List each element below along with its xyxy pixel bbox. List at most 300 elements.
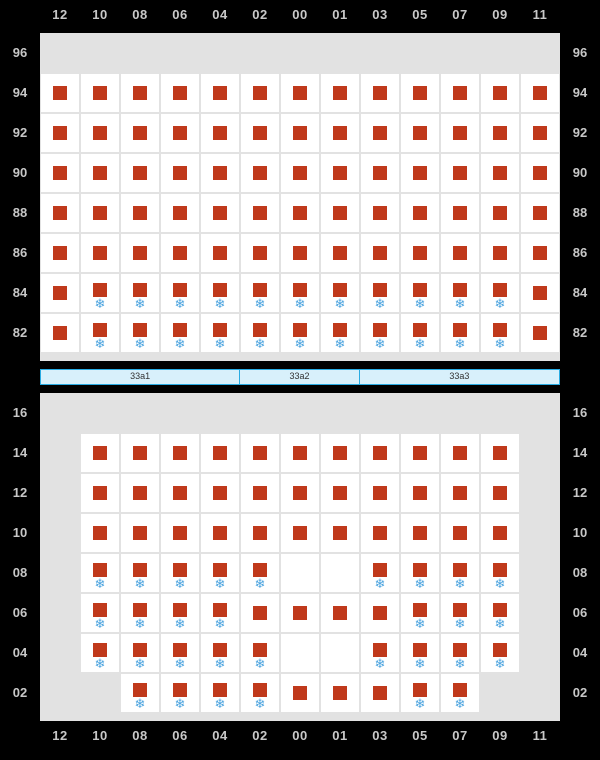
seat-marker[interactable] bbox=[213, 563, 227, 577]
grid-cell[interactable] bbox=[400, 273, 440, 313]
grid-cell[interactable] bbox=[400, 433, 440, 473]
seat-marker[interactable] bbox=[293, 86, 307, 100]
grid-cell[interactable] bbox=[240, 113, 280, 153]
grid-cell[interactable] bbox=[320, 673, 360, 713]
grid-cell[interactable] bbox=[280, 233, 320, 273]
seat-marker[interactable] bbox=[333, 323, 347, 337]
seat-marker[interactable] bbox=[173, 166, 187, 180]
seat-marker[interactable] bbox=[373, 246, 387, 260]
seat-marker[interactable] bbox=[493, 246, 507, 260]
grid-cell[interactable] bbox=[120, 673, 160, 713]
grid-cell[interactable] bbox=[440, 673, 480, 713]
grid-cell[interactable] bbox=[320, 113, 360, 153]
seat-marker[interactable] bbox=[173, 126, 187, 140]
grid-cell[interactable] bbox=[360, 233, 400, 273]
grid-cell[interactable] bbox=[320, 193, 360, 233]
seat-marker[interactable] bbox=[253, 206, 267, 220]
seat-marker[interactable] bbox=[93, 643, 107, 657]
grid-cell[interactable] bbox=[360, 593, 400, 633]
seat-marker[interactable] bbox=[213, 283, 227, 297]
seat-marker[interactable] bbox=[493, 126, 507, 140]
seat-marker[interactable] bbox=[293, 246, 307, 260]
grid-cell[interactable] bbox=[440, 113, 480, 153]
seat-marker[interactable] bbox=[253, 446, 267, 460]
grid-cell[interactable] bbox=[480, 513, 520, 553]
seat-marker[interactable] bbox=[533, 126, 547, 140]
grid-cell[interactable] bbox=[440, 633, 480, 673]
grid-cell[interactable] bbox=[160, 513, 200, 553]
seat-marker[interactable] bbox=[453, 323, 467, 337]
seat-marker[interactable] bbox=[533, 206, 547, 220]
grid-cell[interactable] bbox=[160, 473, 200, 513]
seat-marker[interactable] bbox=[453, 283, 467, 297]
seat-marker[interactable] bbox=[253, 683, 267, 697]
grid-cell[interactable] bbox=[280, 153, 320, 193]
grid-cell[interactable] bbox=[40, 73, 80, 113]
grid-cell[interactable] bbox=[520, 233, 560, 273]
seat-marker[interactable] bbox=[493, 323, 507, 337]
grid-cell[interactable] bbox=[400, 553, 440, 593]
grid-cell[interactable] bbox=[480, 113, 520, 153]
grid-cell[interactable] bbox=[480, 593, 520, 633]
grid-cell[interactable] bbox=[160, 553, 200, 593]
grid-cell[interactable] bbox=[200, 633, 240, 673]
seat-marker[interactable] bbox=[293, 486, 307, 500]
seat-marker[interactable] bbox=[533, 166, 547, 180]
grid-cell[interactable] bbox=[200, 433, 240, 473]
seat-marker[interactable] bbox=[213, 86, 227, 100]
grid-cell[interactable] bbox=[400, 73, 440, 113]
grid-cell[interactable] bbox=[400, 473, 440, 513]
seat-marker[interactable] bbox=[173, 683, 187, 697]
grid-cell[interactable] bbox=[40, 113, 80, 153]
grid-cell[interactable] bbox=[360, 633, 400, 673]
seat-marker[interactable] bbox=[453, 126, 467, 140]
grid-cell[interactable] bbox=[120, 273, 160, 313]
seat-marker[interactable] bbox=[173, 206, 187, 220]
seat-marker[interactable] bbox=[493, 283, 507, 297]
seat-marker[interactable] bbox=[533, 286, 547, 300]
grid-cell[interactable] bbox=[320, 233, 360, 273]
grid-cell[interactable] bbox=[80, 73, 120, 113]
grid-cell[interactable] bbox=[240, 273, 280, 313]
seat-marker[interactable] bbox=[93, 126, 107, 140]
seat-marker[interactable] bbox=[53, 246, 67, 260]
grid-cell[interactable] bbox=[160, 633, 200, 673]
seat-marker[interactable] bbox=[333, 206, 347, 220]
grid-cell[interactable] bbox=[80, 113, 120, 153]
seat-marker[interactable] bbox=[173, 526, 187, 540]
grid-cell[interactable] bbox=[240, 593, 280, 633]
seat-marker[interactable] bbox=[333, 486, 347, 500]
seat-marker[interactable] bbox=[213, 246, 227, 260]
seat-marker[interactable] bbox=[93, 323, 107, 337]
grid-cell[interactable] bbox=[40, 153, 80, 193]
grid-cell[interactable] bbox=[480, 313, 520, 353]
seat-marker[interactable] bbox=[133, 283, 147, 297]
seat-marker[interactable] bbox=[373, 446, 387, 460]
grid-cell[interactable] bbox=[400, 233, 440, 273]
seat-marker[interactable] bbox=[333, 166, 347, 180]
grid-cell[interactable] bbox=[400, 593, 440, 633]
seat-marker[interactable] bbox=[373, 606, 387, 620]
seat-marker[interactable] bbox=[413, 126, 427, 140]
grid-cell[interactable] bbox=[360, 273, 400, 313]
seat-marker[interactable] bbox=[493, 486, 507, 500]
seat-marker[interactable] bbox=[373, 323, 387, 337]
seat-marker[interactable] bbox=[253, 166, 267, 180]
grid-cell[interactable] bbox=[480, 233, 520, 273]
grid-cell[interactable] bbox=[480, 273, 520, 313]
lower-seat-grid[interactable] bbox=[40, 393, 560, 721]
grid-cell[interactable] bbox=[280, 633, 320, 673]
grid-cell[interactable] bbox=[240, 633, 280, 673]
grid-cell[interactable] bbox=[520, 193, 560, 233]
grid-cell[interactable] bbox=[160, 433, 200, 473]
seat-marker[interactable] bbox=[293, 323, 307, 337]
grid-cell[interactable] bbox=[200, 153, 240, 193]
grid-cell[interactable] bbox=[240, 553, 280, 593]
zone-segment-33a2[interactable]: 33a2 bbox=[240, 370, 360, 384]
grid-cell[interactable] bbox=[440, 553, 480, 593]
grid-cell[interactable] bbox=[280, 673, 320, 713]
grid-cell[interactable] bbox=[200, 513, 240, 553]
seat-marker[interactable] bbox=[213, 526, 227, 540]
seat-marker[interactable] bbox=[93, 486, 107, 500]
seat-marker[interactable] bbox=[453, 446, 467, 460]
seat-marker[interactable] bbox=[453, 206, 467, 220]
seat-marker[interactable] bbox=[493, 166, 507, 180]
seat-marker[interactable] bbox=[53, 166, 67, 180]
grid-cell[interactable] bbox=[520, 73, 560, 113]
seat-marker[interactable] bbox=[213, 603, 227, 617]
seat-marker[interactable] bbox=[93, 283, 107, 297]
seat-marker[interactable] bbox=[413, 246, 427, 260]
seat-marker[interactable] bbox=[173, 643, 187, 657]
seat-marker[interactable] bbox=[413, 563, 427, 577]
grid-cell[interactable] bbox=[520, 313, 560, 353]
grid-cell[interactable] bbox=[120, 553, 160, 593]
grid-cell[interactable] bbox=[200, 473, 240, 513]
seat-marker[interactable] bbox=[413, 643, 427, 657]
grid-cell[interactable] bbox=[40, 313, 80, 353]
seat-marker[interactable] bbox=[413, 166, 427, 180]
grid-cell[interactable] bbox=[400, 113, 440, 153]
grid-cell[interactable] bbox=[200, 113, 240, 153]
grid-cell[interactable] bbox=[240, 73, 280, 113]
grid-cell[interactable] bbox=[80, 233, 120, 273]
seat-marker[interactable] bbox=[453, 486, 467, 500]
seat-marker[interactable] bbox=[293, 206, 307, 220]
grid-cell[interactable] bbox=[80, 193, 120, 233]
grid-cell[interactable] bbox=[40, 233, 80, 273]
grid-cell[interactable] bbox=[80, 433, 120, 473]
seat-marker[interactable] bbox=[493, 563, 507, 577]
seat-marker[interactable] bbox=[213, 206, 227, 220]
seat-marker[interactable] bbox=[253, 283, 267, 297]
grid-cell[interactable] bbox=[480, 633, 520, 673]
seat-marker[interactable] bbox=[93, 166, 107, 180]
grid-cell[interactable] bbox=[280, 473, 320, 513]
grid-cell[interactable] bbox=[320, 273, 360, 313]
seat-marker[interactable] bbox=[493, 86, 507, 100]
grid-cell[interactable] bbox=[360, 673, 400, 713]
seat-marker[interactable] bbox=[173, 446, 187, 460]
grid-cell[interactable] bbox=[520, 273, 560, 313]
seat-marker[interactable] bbox=[453, 683, 467, 697]
seat-marker[interactable] bbox=[533, 86, 547, 100]
grid-cell[interactable] bbox=[280, 113, 320, 153]
grid-cell[interactable] bbox=[320, 593, 360, 633]
seat-marker[interactable] bbox=[333, 126, 347, 140]
grid-cell[interactable] bbox=[240, 513, 280, 553]
seat-marker[interactable] bbox=[453, 166, 467, 180]
grid-cell[interactable] bbox=[120, 593, 160, 633]
grid-cell[interactable] bbox=[320, 153, 360, 193]
seat-marker[interactable] bbox=[93, 86, 107, 100]
grid-cell[interactable] bbox=[480, 73, 520, 113]
seat-marker[interactable] bbox=[133, 323, 147, 337]
seat-marker[interactable] bbox=[253, 643, 267, 657]
seat-marker[interactable] bbox=[413, 486, 427, 500]
grid-cell[interactable] bbox=[360, 553, 400, 593]
grid-cell[interactable] bbox=[320, 433, 360, 473]
grid-cell[interactable] bbox=[160, 273, 200, 313]
seat-marker[interactable] bbox=[213, 683, 227, 697]
seat-marker[interactable] bbox=[493, 206, 507, 220]
seat-marker[interactable] bbox=[93, 446, 107, 460]
grid-cell[interactable] bbox=[480, 193, 520, 233]
seat-marker[interactable] bbox=[253, 323, 267, 337]
seat-marker[interactable] bbox=[53, 206, 67, 220]
grid-cell[interactable] bbox=[360, 193, 400, 233]
seat-marker[interactable] bbox=[373, 643, 387, 657]
seat-marker[interactable] bbox=[253, 86, 267, 100]
grid-cell[interactable] bbox=[120, 473, 160, 513]
seat-marker[interactable] bbox=[173, 563, 187, 577]
grid-cell[interactable] bbox=[440, 73, 480, 113]
seat-marker[interactable] bbox=[133, 246, 147, 260]
grid-cell[interactable] bbox=[360, 513, 400, 553]
seat-marker[interactable] bbox=[373, 486, 387, 500]
grid-cell[interactable] bbox=[280, 313, 320, 353]
grid-cell[interactable] bbox=[160, 73, 200, 113]
grid-cell[interactable] bbox=[440, 193, 480, 233]
grid-cell[interactable] bbox=[440, 513, 480, 553]
grid-cell[interactable] bbox=[400, 153, 440, 193]
seat-marker[interactable] bbox=[333, 446, 347, 460]
grid-cell[interactable] bbox=[120, 193, 160, 233]
seat-marker[interactable] bbox=[173, 603, 187, 617]
seat-marker[interactable] bbox=[413, 526, 427, 540]
grid-cell[interactable] bbox=[120, 73, 160, 113]
seat-marker[interactable] bbox=[493, 526, 507, 540]
grid-cell[interactable] bbox=[120, 233, 160, 273]
grid-cell[interactable] bbox=[360, 473, 400, 513]
seat-marker[interactable] bbox=[293, 166, 307, 180]
seat-marker[interactable] bbox=[173, 283, 187, 297]
seat-marker[interactable] bbox=[333, 283, 347, 297]
seat-marker[interactable] bbox=[93, 526, 107, 540]
grid-cell[interactable] bbox=[120, 433, 160, 473]
seat-marker[interactable] bbox=[173, 86, 187, 100]
grid-cell[interactable] bbox=[240, 153, 280, 193]
grid-cell[interactable] bbox=[200, 553, 240, 593]
seat-marker[interactable] bbox=[53, 286, 67, 300]
grid-cell[interactable] bbox=[240, 433, 280, 473]
seat-marker[interactable] bbox=[293, 606, 307, 620]
grid-cell[interactable] bbox=[120, 313, 160, 353]
seat-marker[interactable] bbox=[213, 446, 227, 460]
seat-marker[interactable] bbox=[373, 526, 387, 540]
grid-cell[interactable] bbox=[320, 633, 360, 673]
seat-marker[interactable] bbox=[133, 166, 147, 180]
grid-cell[interactable] bbox=[160, 233, 200, 273]
grid-cell[interactable] bbox=[160, 313, 200, 353]
grid-cell[interactable] bbox=[360, 433, 400, 473]
seat-marker[interactable] bbox=[333, 246, 347, 260]
grid-cell[interactable] bbox=[280, 553, 320, 593]
grid-cell[interactable] bbox=[440, 233, 480, 273]
grid-cell[interactable] bbox=[200, 313, 240, 353]
grid-cell[interactable] bbox=[480, 153, 520, 193]
seat-marker[interactable] bbox=[133, 563, 147, 577]
grid-cell[interactable] bbox=[520, 113, 560, 153]
grid-cell[interactable] bbox=[520, 153, 560, 193]
grid-cell[interactable] bbox=[280, 593, 320, 633]
seat-marker[interactable] bbox=[413, 283, 427, 297]
seat-marker[interactable] bbox=[413, 683, 427, 697]
seat-marker[interactable] bbox=[373, 563, 387, 577]
grid-cell[interactable] bbox=[400, 193, 440, 233]
seat-marker[interactable] bbox=[53, 126, 67, 140]
seat-marker[interactable] bbox=[213, 166, 227, 180]
seat-marker[interactable] bbox=[213, 126, 227, 140]
seat-marker[interactable] bbox=[93, 246, 107, 260]
grid-cell[interactable] bbox=[280, 273, 320, 313]
grid-cell[interactable] bbox=[440, 593, 480, 633]
seat-marker[interactable] bbox=[53, 326, 67, 340]
seat-marker[interactable] bbox=[493, 603, 507, 617]
grid-cell[interactable] bbox=[120, 633, 160, 673]
grid-cell[interactable] bbox=[360, 313, 400, 353]
seat-marker[interactable] bbox=[413, 206, 427, 220]
grid-cell[interactable] bbox=[200, 193, 240, 233]
seat-marker[interactable] bbox=[213, 643, 227, 657]
seat-marker[interactable] bbox=[133, 86, 147, 100]
grid-cell[interactable] bbox=[360, 73, 400, 113]
grid-cell[interactable] bbox=[80, 633, 120, 673]
grid-cell[interactable] bbox=[440, 473, 480, 513]
seat-marker[interactable] bbox=[253, 606, 267, 620]
seat-marker[interactable] bbox=[453, 603, 467, 617]
seat-marker[interactable] bbox=[293, 526, 307, 540]
grid-cell[interactable] bbox=[480, 553, 520, 593]
seat-marker[interactable] bbox=[173, 323, 187, 337]
grid-cell[interactable] bbox=[200, 73, 240, 113]
grid-cell[interactable] bbox=[240, 193, 280, 233]
seat-marker[interactable] bbox=[173, 246, 187, 260]
grid-cell[interactable] bbox=[80, 313, 120, 353]
grid-cell[interactable] bbox=[120, 153, 160, 193]
seat-marker[interactable] bbox=[53, 86, 67, 100]
seat-marker[interactable] bbox=[93, 603, 107, 617]
grid-cell[interactable] bbox=[280, 513, 320, 553]
grid-cell[interactable] bbox=[80, 153, 120, 193]
grid-cell[interactable] bbox=[440, 153, 480, 193]
grid-cell[interactable] bbox=[160, 153, 200, 193]
grid-cell[interactable] bbox=[320, 313, 360, 353]
seat-marker[interactable] bbox=[333, 526, 347, 540]
grid-cell[interactable] bbox=[360, 113, 400, 153]
seat-marker[interactable] bbox=[133, 603, 147, 617]
grid-cell[interactable] bbox=[40, 273, 80, 313]
grid-cell[interactable] bbox=[200, 273, 240, 313]
grid-cell[interactable] bbox=[80, 513, 120, 553]
seat-marker[interactable] bbox=[533, 326, 547, 340]
grid-cell[interactable] bbox=[480, 433, 520, 473]
seat-marker[interactable] bbox=[333, 686, 347, 700]
seat-marker[interactable] bbox=[373, 86, 387, 100]
grid-cell[interactable] bbox=[80, 273, 120, 313]
zone-bar[interactable] bbox=[40, 369, 560, 385]
seat-marker[interactable] bbox=[133, 526, 147, 540]
seat-marker[interactable] bbox=[213, 486, 227, 500]
grid-cell[interactable] bbox=[200, 593, 240, 633]
seat-marker[interactable] bbox=[493, 643, 507, 657]
grid-cell[interactable] bbox=[80, 553, 120, 593]
seat-marker[interactable] bbox=[93, 563, 107, 577]
grid-cell[interactable] bbox=[320, 513, 360, 553]
seat-marker[interactable] bbox=[533, 246, 547, 260]
seat-marker[interactable] bbox=[213, 323, 227, 337]
grid-cell[interactable] bbox=[440, 273, 480, 313]
seat-marker[interactable] bbox=[413, 86, 427, 100]
grid-cell[interactable] bbox=[280, 433, 320, 473]
grid-cell[interactable] bbox=[240, 473, 280, 513]
grid-cell[interactable] bbox=[40, 193, 80, 233]
zone-segment-33a3[interactable]: 33a3 bbox=[360, 370, 559, 384]
zone-segment-33a1[interactable]: 33a1 bbox=[41, 370, 240, 384]
grid-cell[interactable] bbox=[480, 473, 520, 513]
seat-marker[interactable] bbox=[373, 166, 387, 180]
seat-marker[interactable] bbox=[93, 206, 107, 220]
grid-cell[interactable] bbox=[160, 193, 200, 233]
grid-cell[interactable] bbox=[320, 73, 360, 113]
seat-marker[interactable] bbox=[293, 686, 307, 700]
seat-marker[interactable] bbox=[413, 323, 427, 337]
seat-marker[interactable] bbox=[133, 486, 147, 500]
seat-marker[interactable] bbox=[373, 283, 387, 297]
seat-marker[interactable] bbox=[133, 446, 147, 460]
seat-marker[interactable] bbox=[293, 283, 307, 297]
grid-cell[interactable] bbox=[240, 673, 280, 713]
grid-cell[interactable] bbox=[360, 153, 400, 193]
grid-cell[interactable] bbox=[200, 673, 240, 713]
grid-cell[interactable] bbox=[280, 73, 320, 113]
seat-marker[interactable] bbox=[333, 606, 347, 620]
grid-cell[interactable] bbox=[240, 313, 280, 353]
seat-marker[interactable] bbox=[173, 486, 187, 500]
seat-marker[interactable] bbox=[253, 486, 267, 500]
seat-marker[interactable] bbox=[133, 206, 147, 220]
seat-marker[interactable] bbox=[133, 126, 147, 140]
seat-marker[interactable] bbox=[253, 126, 267, 140]
grid-cell[interactable] bbox=[400, 313, 440, 353]
seat-marker[interactable] bbox=[133, 643, 147, 657]
grid-cell[interactable] bbox=[80, 593, 120, 633]
seat-marker[interactable] bbox=[333, 86, 347, 100]
